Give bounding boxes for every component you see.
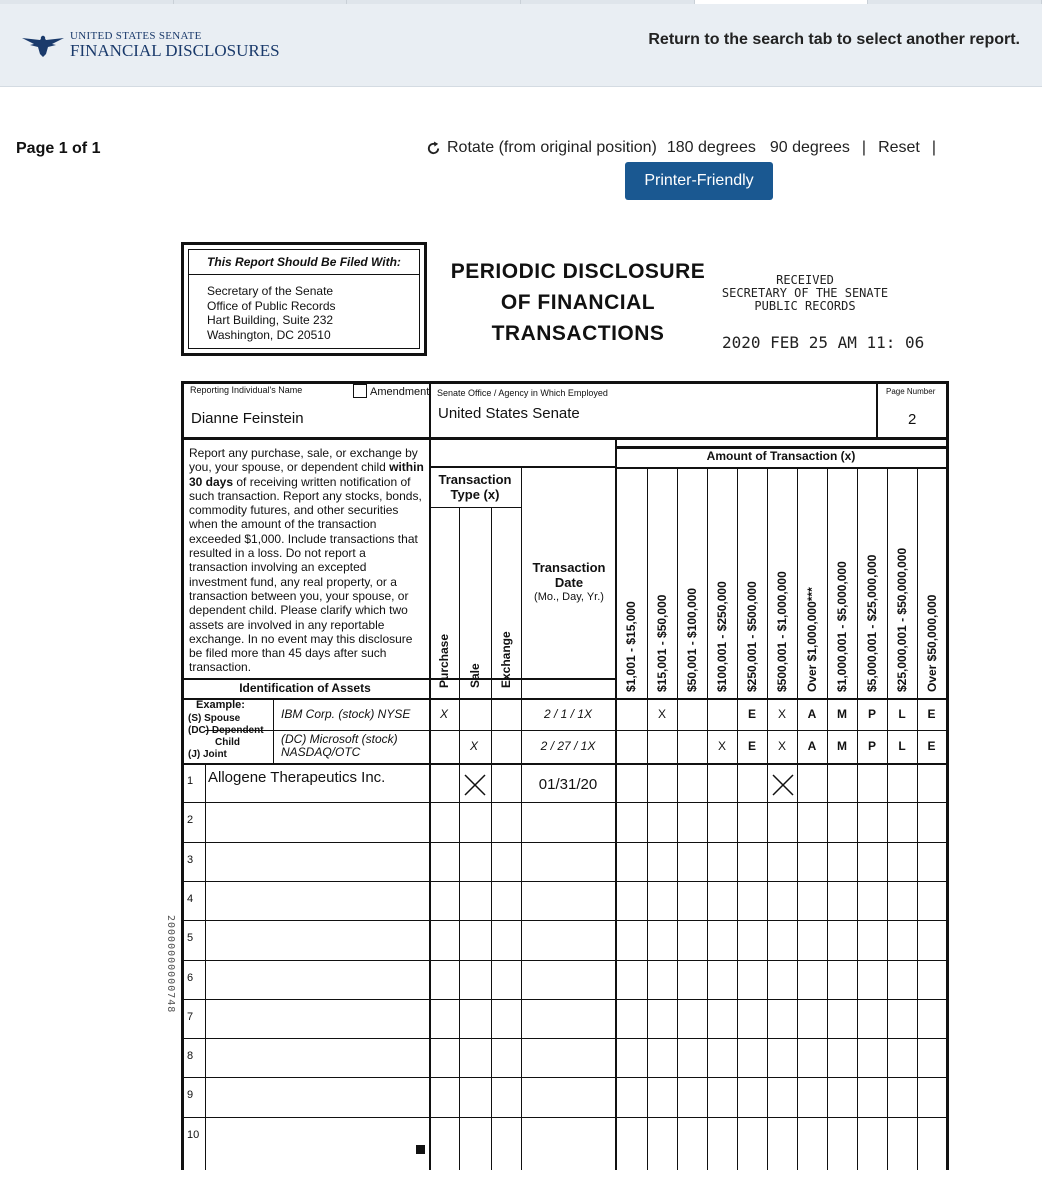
address-line: Secretary of the Senate [207, 284, 334, 298]
amount-column-header: $50,001 - $100,000 [685, 587, 699, 692]
type-column-header: Sale [468, 663, 482, 688]
grid-line [615, 437, 617, 1170]
amendment-checkbox[interactable] [353, 384, 367, 398]
eagle-icon [20, 32, 66, 58]
example-amount-mark: X [657, 707, 666, 721]
tab[interactable] [868, 0, 1042, 4]
row-number: 10 [187, 1129, 200, 1141]
rotate-icon [426, 141, 441, 156]
grid-line [181, 842, 948, 843]
row-number: 3 [187, 854, 194, 866]
site-header [0, 0, 1042, 87]
example-amount-mark: E [927, 707, 936, 721]
example-label: Example: [196, 699, 245, 711]
sale-checkmark [463, 773, 487, 797]
browser-tabs-strip [0, 0, 1042, 4]
address-line: Hart Building, Suite 232 [207, 313, 334, 327]
amount-column-header: $1,000,001 - $5,000,000 [835, 561, 849, 692]
stamp-line: SECRETARY OF THE SENATE [721, 286, 889, 300]
stamp-line: RECEIVED [776, 273, 834, 287]
row-number: 2 [187, 814, 194, 826]
grid-line [876, 381, 878, 437]
grid-line [491, 507, 492, 1170]
title-line: TRANSACTIONS [491, 322, 665, 345]
grid-line [767, 467, 768, 1170]
reset-link[interactable]: Reset [878, 139, 920, 156]
example-amount-mark: E [747, 739, 756, 753]
page-indicator: Page 1 of 1 [16, 140, 101, 157]
amount-column-header: $100,001 - $250,000 [715, 581, 729, 692]
grid-line [181, 698, 948, 700]
rotate-90-link[interactable]: 90 degrees [769, 139, 850, 156]
grid-line [797, 467, 798, 1170]
senate-logo[interactable] [20, 30, 280, 59]
rotate-toolbar [426, 139, 942, 157]
amount-column-header: $250,001 - $500,000 [745, 581, 759, 692]
example-amount-mark: L [898, 739, 906, 753]
filing-address [207, 284, 336, 342]
grid-line [181, 999, 948, 1000]
rotate-180-link[interactable]: 180 degrees [666, 139, 756, 156]
logo-top-text: UNITED STATES SENATE [70, 30, 202, 42]
side-document-number: 20000000000748 [165, 915, 176, 1014]
amount-column-header: $1,001 - $15,000 [624, 601, 638, 692]
reporting-name: Dianne Feinstein [191, 410, 304, 427]
grid-line [677, 467, 678, 1170]
title-line: PERIODIC DISCLOSURE [450, 260, 706, 283]
grid-line [707, 467, 708, 1170]
grid-line [857, 467, 858, 1170]
amount-checkmark [771, 773, 795, 797]
example-amount-mark: P [867, 707, 876, 721]
grid-line [429, 437, 431, 1170]
title-line: OF FINANCIAL [500, 291, 656, 314]
example-amount-mark: X [777, 707, 786, 721]
address-line: Washington, DC 20510 [207, 327, 331, 342]
grid-line [737, 467, 738, 1170]
grid-line [521, 466, 522, 1170]
filed-with-header: This Report Should Be Filed With: [189, 250, 419, 275]
grid-line [615, 467, 948, 469]
filed-with-box [181, 242, 427, 356]
grid-line [181, 1117, 948, 1118]
example-amount-mark: M [837, 739, 847, 753]
tab-active[interactable] [695, 0, 869, 4]
grid-line [181, 960, 948, 961]
tx-date-sub: (Mo., Day, Yr.) [534, 591, 604, 603]
grid-line [917, 467, 918, 1170]
continuation-marker [416, 1145, 425, 1154]
row-number: 8 [187, 1050, 194, 1062]
row-number: 6 [187, 972, 194, 984]
grid-line [181, 381, 948, 384]
example-key: (DC) Dependent [188, 725, 264, 736]
stamp-line: PUBLIC RECORDS [754, 299, 856, 313]
office-label: Senate Office / Agency in Which Employed [437, 388, 608, 398]
grid-line [181, 678, 615, 680]
form-title [440, 256, 716, 349]
transaction-date: 01/31/20 [538, 776, 598, 793]
grid-line [181, 1038, 948, 1039]
amount-label: Amount of Transaction (x) [706, 449, 856, 463]
grid-line [273, 698, 274, 763]
grid-line [181, 763, 948, 765]
received-stamp [715, 274, 895, 313]
tx-date-label: Transaction Date [532, 560, 606, 590]
example-key: (S) Spouse [188, 713, 241, 724]
grid-line [181, 802, 948, 803]
amount-column-header: Over $50,000,000 [924, 594, 939, 692]
grid-line [887, 467, 888, 1170]
row-number: 5 [187, 932, 194, 944]
example-key: Child [215, 737, 240, 748]
example-amount-mark: A [807, 707, 817, 721]
grid-line [647, 467, 648, 1170]
tab[interactable] [174, 0, 348, 4]
example-date: 2 / 27 / 1X [540, 739, 596, 753]
grid-line [946, 381, 949, 1170]
amount-column-header: $5,000,001 - $25,000,000 [865, 554, 879, 692]
amount-column-header: $25,000,001 - $50,000,000 [895, 547, 909, 692]
logo-bottom-text: FINANCIAL DISCLOSURES [70, 41, 280, 60]
row-number: 1 [187, 775, 194, 787]
example-amount-mark: P [867, 739, 876, 753]
example-asset: (DC) Microsoft (stock) NASDAQ/OTC [281, 732, 398, 759]
grid-line [205, 730, 948, 731]
example-key: (J) Joint [188, 749, 227, 760]
row-number: 7 [187, 1011, 194, 1023]
tab[interactable] [347, 0, 521, 4]
office-value: United States Senate [438, 405, 580, 422]
type-column-header: Exchange [499, 631, 513, 688]
page-number-value: 2 [908, 411, 917, 428]
type-column-header: Purchase [437, 633, 451, 688]
example-type-mark: X [469, 739, 478, 753]
row-number: 4 [187, 893, 194, 905]
return-to-search-link[interactable]: Return to the search tab to select another report. [648, 31, 1020, 48]
example-amount-mark: A [807, 739, 817, 753]
example-amount-mark: X [717, 739, 726, 753]
grid-line [181, 1077, 948, 1078]
separator: | [861, 139, 867, 156]
amendment-label: Amendment [370, 386, 430, 398]
example-date: 2 / 1 / 1X [543, 707, 593, 721]
instructions-text: Report any purchase, sale, or exchange by you, your spouse, or dependent child within 30 days of receiving written notification of such transaction. Report any stocks, bonds, commodity futures, and other securities when the amount of the transaction exceeded $1,000. Include transactions that resulted in a loss. Do not report a transaction involving an excepted investment fund, any real property, or a transaction between you, your spouse, or dependent child. Please clarify which two assets are involved in any reportable exchange. In no event may this disclosure be filed more than 45 days after such transaction. [189, 446, 424, 675]
amount-column-header: Over $1,000,000*** [805, 587, 819, 692]
grid-line [181, 437, 948, 440]
example-amount-mark: X [777, 739, 786, 753]
amount-column-header: $500,001 - $1,000,000 [775, 571, 789, 692]
amount-column-header: $15,001 - $50,000 [655, 594, 669, 692]
row-number: 9 [187, 1089, 194, 1101]
id-assets-label: Identification of Assets [239, 681, 371, 695]
grid-line [459, 507, 460, 1170]
grid-line [181, 920, 948, 921]
grid-line [827, 467, 828, 1170]
grid-line [429, 466, 615, 468]
tx-type-label: Transaction Type (x) [438, 472, 512, 502]
printer-friendly-button[interactable]: Printer-Friendly [625, 162, 773, 200]
example-amount-mark: M [837, 707, 847, 721]
page-number-label: Page Number [886, 387, 936, 396]
separator: | [931, 139, 937, 156]
grid-line [181, 381, 184, 1170]
received-date-stamp: 2020 FEB 25 AM 11: 06 [722, 333, 925, 352]
example-amount-mark: E [747, 707, 756, 721]
example-amount-mark: L [898, 707, 906, 721]
example-asset: IBM Corp. (stock) NYSE [281, 707, 411, 721]
grid-line [181, 881, 948, 882]
grid-line [205, 763, 206, 1170]
tab[interactable] [0, 0, 174, 4]
example-amount-mark: E [927, 739, 936, 753]
name-label: Reporting Individual's Name [190, 385, 303, 395]
asset-name: Allogene Therapeutics Inc. [208, 769, 386, 786]
rotate-label: Rotate (from original position) [447, 139, 657, 156]
example-type-mark: X [439, 707, 448, 721]
tab[interactable] [521, 0, 695, 4]
address-line: Office of Public Records [207, 298, 336, 313]
